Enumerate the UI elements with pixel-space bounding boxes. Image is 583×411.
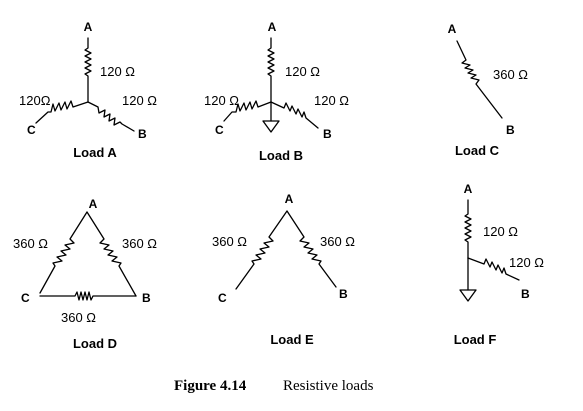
load-f-wiring: [465, 200, 519, 290]
load-c-label: Load C: [454, 143, 500, 158]
load-b-terminal-c: C: [215, 123, 224, 137]
load-f-diagram: [454, 182, 545, 347]
load-d-resistor-ab-label: 360 Ω: [122, 236, 158, 251]
load-d-wiring: [40, 212, 136, 300]
load-a-terminal-a: A: [83, 20, 93, 34]
load-b-resistor-a-label: 120 Ω: [285, 64, 321, 79]
load-f-resistor-lower-label: 120 Ω: [509, 255, 545, 270]
load-b-resistor-c-label: 120 Ω: [204, 93, 240, 108]
load-d-terminal-c: C: [21, 291, 30, 305]
load-f-terminal-a: A: [463, 182, 473, 196]
load-c-terminal-a: A: [447, 22, 457, 36]
load-b-diagram: [204, 20, 349, 163]
figure-caption: [174, 378, 374, 394]
load-d-diagram: [13, 197, 157, 351]
load-b-label: Load B: [258, 148, 304, 163]
load-a-terminal-c: C: [27, 123, 36, 137]
load-a-resistor-b-label: 120 Ω: [122, 93, 158, 108]
load-a-diagram: [19, 20, 157, 160]
load-d-terminal-b: B: [142, 291, 151, 305]
load-f-label: Load F: [453, 332, 497, 347]
load-e-terminal-b: B: [339, 287, 348, 301]
load-f-resistor-upper-label: 120 Ω: [483, 224, 519, 239]
load-e-terminal-a: A: [284, 192, 294, 206]
load-a-wiring: [36, 38, 134, 131]
load-b-resistor-b-label: 120 Ω: [314, 93, 350, 108]
load-e-diagram: [212, 192, 355, 347]
figure-caption-text: Resistive loads: [283, 378, 374, 394]
load-e-resistor-ca-label: 360 Ω: [212, 234, 248, 249]
load-f-terminal-b: B: [521, 287, 530, 301]
load-a-resistor-a-label: 120 Ω: [100, 64, 136, 79]
load-d-resistor-bc-label: 360 Ω: [61, 310, 97, 325]
load-e-terminal-c: C: [218, 291, 227, 305]
load-b-wiring: [224, 38, 321, 128]
load-b-ground-icon: [263, 121, 279, 132]
load-b-terminal-b: B: [323, 127, 332, 141]
figure-number: Figure 4.14: [174, 378, 247, 394]
load-c-terminal-b: B: [506, 123, 515, 137]
load-f-ground-icon: [460, 290, 476, 301]
load-e-resistor-ab-label: 360 Ω: [320, 234, 356, 249]
load-d-resistor-ca-label: 360 Ω: [13, 236, 49, 251]
load-d-terminal-a: A: [88, 197, 98, 211]
load-b-terminal-a: A: [267, 20, 277, 34]
load-e-wiring: [236, 211, 336, 289]
load-c-diagram: [448, 22, 529, 158]
load-c-resistor-label: 360 Ω: [493, 67, 529, 82]
load-d-label: Load D: [72, 336, 118, 351]
load-e-label: Load E: [270, 332, 314, 347]
load-a-resistor-c-label: 120Ω: [19, 93, 51, 108]
load-a-label: Load A: [73, 145, 117, 160]
load-a-terminal-b: B: [138, 127, 147, 141]
